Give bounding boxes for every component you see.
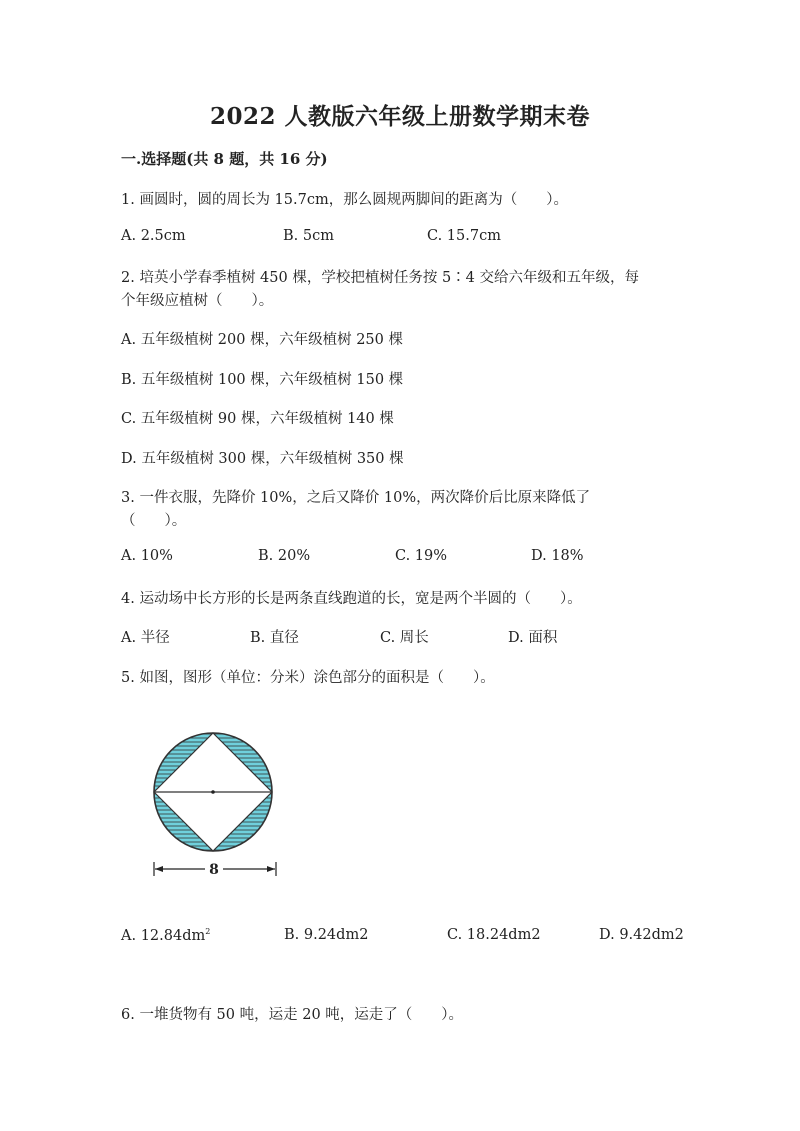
- dimension-label: 8: [209, 862, 219, 878]
- q2-option-c: C. 五年级植树 90 棵，六年级植树 140 棵: [121, 411, 394, 427]
- question-5-text: 5. 如图，图形（单位：分米）涂色部分的面积是（ ）。: [121, 670, 495, 686]
- question-6-text: 6. 一堆货物有 50 吨，运走 20 吨，运走了（ ）。: [121, 1007, 464, 1023]
- q5-option-c: C. 18.24dm2: [447, 927, 541, 943]
- question-3-text-line1: 3. 一件衣服，先降价 10%，之后又降价 10%，两次降价后比原来降低了: [121, 490, 591, 506]
- question-1-text: 1. 画圆时，圆的周长为 15.7cm，那么圆规两脚间的距离为（ ）。: [121, 192, 568, 208]
- q1-option-b: B. 5cm: [283, 228, 334, 244]
- q4-option-a: A. 半径: [121, 630, 170, 646]
- q3-option-a: A. 10%: [121, 548, 173, 564]
- question-3-text-line2: （ ）。: [121, 513, 187, 529]
- q5-option-a: [121, 927, 210, 944]
- q1-option-a: A. 2.5cm: [121, 228, 186, 244]
- center-dot: [211, 790, 215, 794]
- q4-option-c: C. 周长: [380, 630, 429, 646]
- page-title: 2022 人教版六年级上册数学期末卷: [209, 103, 591, 130]
- question-2-text-line2: 个年级应植树（ ）。: [121, 293, 274, 309]
- q2-option-b: B. 五年级植树 100 棵，六年级植树 150 棵: [121, 372, 404, 388]
- q3-option-b: B. 20%: [258, 548, 311, 564]
- q4-option-b: B. 直径: [250, 630, 299, 646]
- q5-option-d: D. 9.42dm2: [599, 927, 684, 943]
- q5-option-a-superscript: 2: [205, 927, 211, 936]
- question-4-text: 4. 运动场中长方形的长是两条直线跑道的长，宽是两个半圆的（ ）。: [121, 591, 582, 607]
- section-heading: 一.选择题(共 8 题，共 16 分): [121, 150, 328, 168]
- q3-option-c: C. 19%: [395, 548, 448, 564]
- q3-option-d: D. 18%: [531, 548, 584, 564]
- q5-option-a-text: A. 12.84dm: [121, 928, 206, 944]
- q1-option-c: C. 15.7cm: [427, 228, 501, 244]
- circle-square-figure: [150, 720, 284, 880]
- q2-option-a: A. 五年级植树 200 棵，六年级植树 250 棵: [121, 332, 403, 348]
- q2-option-d: D. 五年级植树 300 棵，六年级植树 350 棵: [121, 451, 404, 467]
- q4-option-d: D. 面积: [508, 630, 558, 646]
- question-2-text-line1: 2. 培英小学春季植树 450 棵，学校把植树任务按 5∶4 交给六年级和五年级，每: [121, 270, 640, 286]
- q5-option-b: B. 9.24dm2: [284, 927, 369, 943]
